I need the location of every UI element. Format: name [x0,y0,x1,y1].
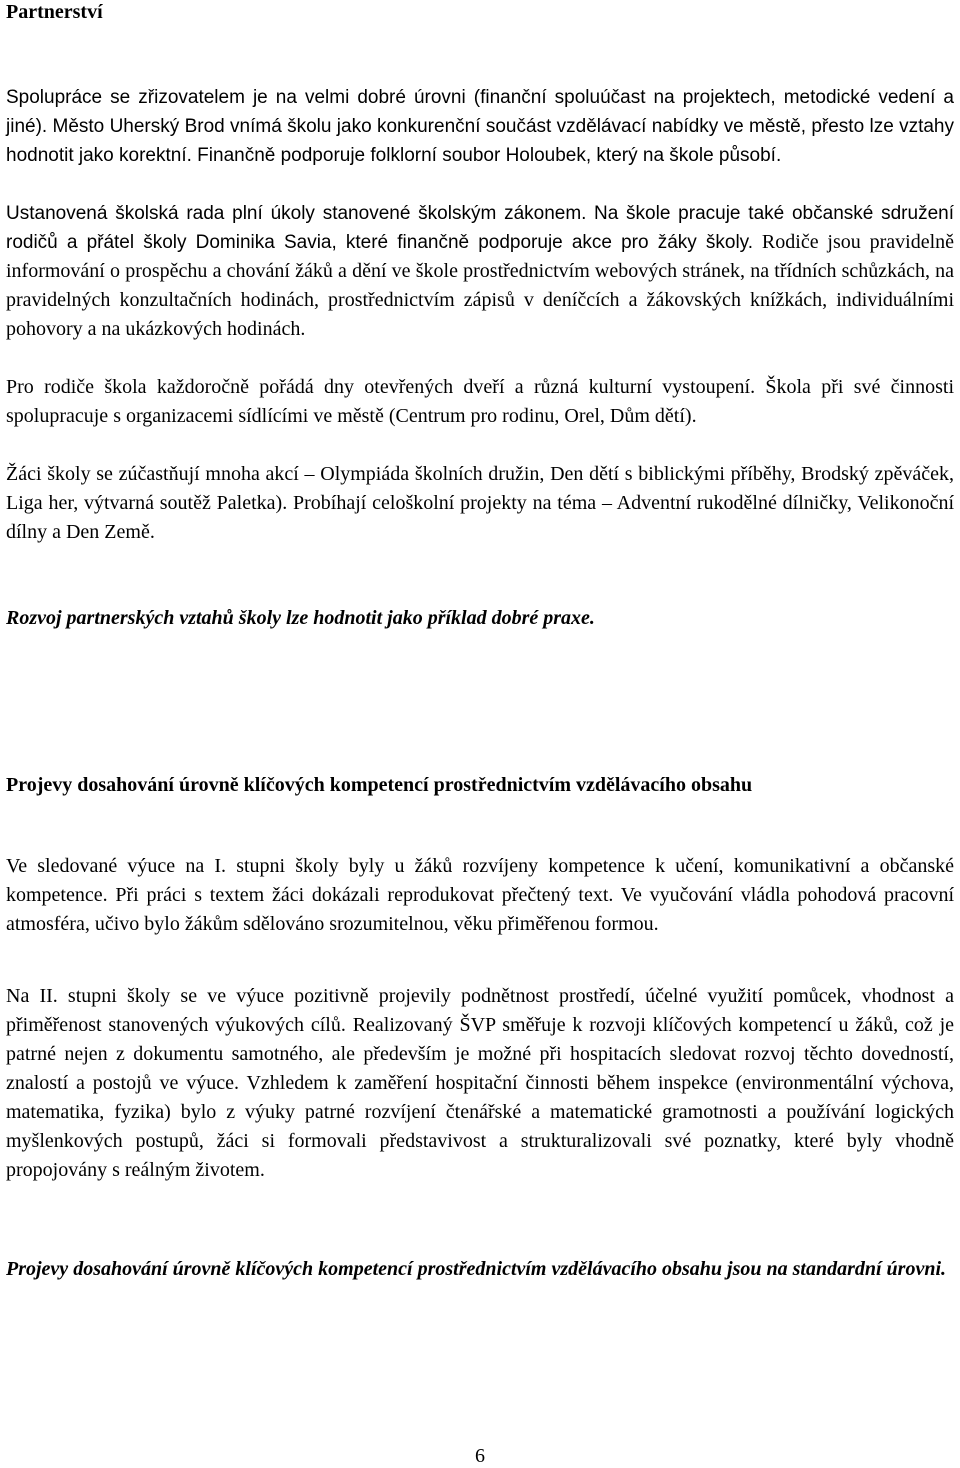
paragraph-text: Žáci školy se zúčastňují mnoha akcí – Olympiáda školních družin, Den dětí s biblickými příběhy, Brodský zpěváček, Liga her, výtvarná soutěž Paletka). Probíhají celoškolní projekty na téma – Adventní rukodělné dílničky, Velikonoční dílny a Den Země. [6,463,954,543]
paragraph-skolska-rada [6,199,954,344]
paragraph-text: Pro rodiče škola každoročně pořádá dny otevřených dveří a různá kulturní vystoupení. Škola při své činnosti spolupracuje s organizacemi sídlícími ve městě (Centrum pro rodinu, Orel, Dům dětí). [6,376,954,427]
text-run: Na škole pracuje také občanské sdružení rodičů a přátel školy Dominika Savia, které finančně podporuje akce pro žáky školy. [6,203,954,253]
text-run: Ustanovená školská rada plní úkoly stanovené školským zákonem. [6,203,587,224]
text-run: Rodiče jsou pravidelně informování o prospěchu a chování žáků a dění ve škole prostřednictvím webových stránek, na třídních schůzkách, na pravidelných konzultačních hodinách, prostřednictvím zápisů v deníčcích a žákovských knížkách, individuálními pohovory a na ukázkových hodinách. [6,231,955,340]
paragraph-akce [6,460,954,547]
paragraph-text: Na II. stupni školy se ve výuce pozitivně projevily podnětnost prostředí, účelné využití pomůcek, vhodnost a přiměřenost stanovených výukových cílů. Realizovaný ŠVP směřuje k rozvoji klíčových kompetencí u žáků, což je patrné nejen z dokumentu samotného, ale především je možné při hospitacích sledovat rozvoj těchto dovedností, znalostí a postojů ve výuce. Vzhledem k zaměření hospitační činnosti během inspekce (environmentální výchova, matematika, fyzika) bylo z výuky patrné rozvíjení čtenářské a matematické gramotnosti a používání logických myšlenkových postupů, žáci si formovali představivost a strukturalizovali své poznatky, které byly vhodně propojovány s reálným životem. [6,985,954,1181]
conclusion-kompetence: Projevy dosahování úrovně klíčových kompetencí prostřednictvím vzdělávacího obsahu jsou na standardní úrovni. [6,1258,947,1280]
paragraph-text: Ve sledované výuce na I. stupni školy byly u žáků rozvíjeny kompetence k učení, komunikativní a občanské kompetence. Při práci s textem žáci dokázali reprodukovat přečtený text. Ve vyučování vládla pohodová pracovní atmosféra, učivo bylo žákům sdělováno srozumitelnou, věku přiměřenou formou. [6,855,954,935]
section-title-partnerstvi: Partnerství [6,1,103,23]
paragraph-dny-otevrenych-dveri [6,373,954,431]
paragraph-spoluprace [6,83,954,170]
conclusion-partnerstvi: Rozvoj partnerských vztahů školy lze hodnotit jako příklad dobré praxe. [6,607,595,629]
page-number: 6 [475,1445,485,1467]
paragraph-text: Spolupráce se zřizovatelem je na velmi dobré úrovni (finanční spoluúčast na projektech, metodické vedení a jiné). Město Uherský Brod vnímá školu jako konkurenční součást vzdělávací nabídky ve městě, přesto lze vztahy hodnotit jako korektní. Finančně podporuje folklorní soubor Holoubek, který na škole působí. [6,87,954,166]
paragraph-i-stupen [6,852,954,939]
paragraph-ii-stupen [6,982,954,1185]
section-title-kompetence: Projevy dosahování úrovně klíčových kompetencí prostřednictvím vzdělávacího obsahu [6,774,753,796]
